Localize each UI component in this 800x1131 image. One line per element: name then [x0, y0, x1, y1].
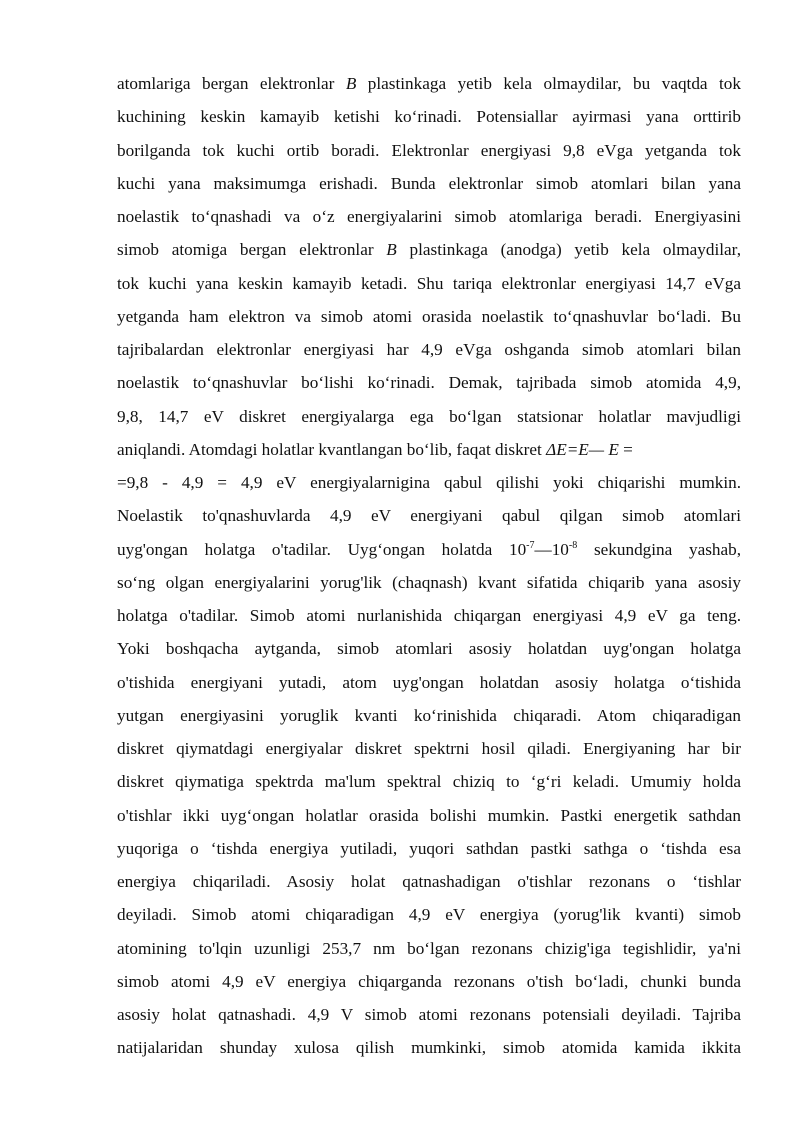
- text-segment: sekundgina yashab,: [577, 539, 741, 559]
- text-line: [117, 233, 741, 266]
- superscript-exponent: -8: [568, 539, 578, 551]
- text-segment: deyiladi. Simob atomi chiqaradigan 4,9 eV energiya (yorug'lik kvanti) simob: [117, 905, 741, 925]
- text-line: [117, 932, 741, 965]
- superscript-exponent: -7: [526, 539, 535, 551]
- text-line: [117, 832, 741, 865]
- text-line: [117, 765, 741, 798]
- text-line: [117, 632, 741, 665]
- italic-symbol: B: [386, 240, 397, 260]
- text-segment: =: [618, 439, 633, 459]
- text-segment: diskret qiymatdagi energiyalar diskret spektrni hosil qiladi. Energiyaning har bir: [117, 739, 741, 758]
- text-segment: —10: [534, 539, 569, 559]
- text-segment: simob atomiga bergan elektronlar: [117, 240, 387, 260]
- text-segment: tok kuchi yana keskin kamayib ketadi. Shu tariqa elektronlar energiyasi 14,7 eVga: [117, 273, 741, 293]
- text-segment: o'tishida energiyani yutadi, atom uyg'ongan holatdan asosiy holatga o‘tishida: [117, 672, 741, 692]
- text-segment: plastinkaga yetib kela olmaydilar, bu vaqtda tok: [356, 74, 741, 93]
- text-segment: atomlariga bergan elektronlar: [117, 74, 346, 93]
- text-line: [117, 599, 741, 632]
- text-segment: kuchi yana maksimumga erishadi. Bunda elektronlar simob atomlari bilan yana: [117, 173, 741, 193]
- text-segment: natijalaridan shunday xulosa qilish mumkinki, simob atomida kamida ikkita: [117, 1038, 741, 1058]
- text-line: [117, 666, 741, 699]
- text-segment: yutgan energiyasini yoruglik kvanti ko‘rinishida chiqaradi. Atom chiqaradigan: [117, 705, 741, 725]
- text-segment: so‘ng olgan energiyalarini yorug'lik (chaqnash) kvant sifatida chiqarib yana asosiy: [117, 572, 741, 592]
- text-segment: simob atomi 4,9 eV energiya chiqarganda rezonans o'tish bo‘ladi, chunki bunda: [117, 971, 741, 991]
- text-segment: 9,8, 14,7 eV diskret energiyalarga ega bo‘lgan statsionar holatlar mavjudligi: [117, 406, 741, 426]
- text-segment: holatga o'tadilar. Simob atomi nurlanishida chiqargan energiyasi 4,9 eV ga teng.: [117, 606, 741, 625]
- document-page: [117, 67, 741, 1065]
- text-line: [117, 134, 741, 167]
- text-segment: Yoki boshqacha aytganda, simob atomlari asosiy holatdan uyg'ongan holatga: [117, 639, 741, 659]
- text-line: [117, 533, 741, 566]
- italic-symbol: B: [345, 74, 357, 93]
- text-segment: aniqlandi. Atomdagi holatlar kvantlangan bo‘lib, faqat diskret: [117, 439, 547, 459]
- text-segment: plastinkaga (anodga) yetib kela olmaydilar,: [396, 240, 741, 260]
- text-segment: noelastik to‘qnashuvlar bo‘lishi ko‘rinadi. Demak, tajribada simob atomida 4,9,: [117, 373, 741, 393]
- text-segment: yuqoriga o ‘tishda energiya yutiladi, yuqori sathdan pastki sathga o ‘tishda esa: [117, 838, 741, 858]
- text-segment: borilganda tok kuchi ortib boradi. Elektronlar energiyasi 9,8 eVga yetganda tok: [117, 140, 741, 160]
- text-line: [117, 566, 741, 599]
- text-line: [117, 167, 741, 200]
- text-line: [117, 1031, 741, 1064]
- text-line: [117, 333, 741, 366]
- text-line: [117, 200, 741, 233]
- text-segment: kuchining keskin kamayib ketishi ko‘rinadi. Potensiallar ayirmasi yana orttirib: [117, 107, 741, 127]
- text-line: [117, 799, 741, 832]
- text-line: [117, 433, 741, 466]
- document-body: [117, 67, 741, 1065]
- text-line: [117, 499, 741, 532]
- text-segment: asosiy holat qatnashadi. 4,9 V simob atomi rezonans potensiali deyiladi. Tajriba: [117, 1005, 741, 1024]
- text-segment: yetganda ham elektron va simob atomi orasida noelastik to‘qnashuvlar bo‘ladi. Bu: [117, 306, 741, 326]
- text-segment: diskret qiymatiga spektrda ma'lum spektral chiziq to ‘g‘ri keladi. Umumiy holda: [117, 772, 741, 792]
- text-line: [117, 732, 741, 765]
- text-line: [117, 67, 741, 100]
- text-segment: energiya chiqariladi. Asosiy holat qatnashadigan o'tishlar rezonans o ‘tishlar: [117, 872, 741, 891]
- text-segment: tajribalardan elektronlar energiyasi har 4,9 eVga oshganda simob atomlari bilan: [117, 340, 741, 359]
- text-line: [117, 400, 741, 433]
- italic-symbol: ΔE=E— E: [546, 439, 619, 459]
- text-segment: o'tishlar ikki uyg‘ongan holatlar orasida bolishi mumkin. Pastki energetik sathdan: [117, 805, 741, 825]
- text-segment: Noelastik to'qnashuvlarda 4,9 eV energiyani qabul qilgan simob atomlari: [117, 506, 741, 526]
- text-line: [117, 466, 741, 499]
- text-line: [117, 898, 741, 931]
- text-line: [117, 100, 741, 133]
- text-line: [117, 998, 741, 1031]
- text-segment: =9,8 - 4,9 = 4,9 eV energiyalarnigina qabul qilishi yoki chiqarishi mumkin.: [117, 473, 741, 492]
- text-line: [117, 699, 741, 732]
- text-line: [117, 865, 741, 898]
- text-line: [117, 965, 741, 998]
- text-segment: noelastik to‘qnashadi va o‘z energiyalarini simob atomlariga beradi. Energiyasini: [117, 207, 741, 226]
- text-segment: atomining to'lqin uzunligi 253,7 nm bo‘lgan rezonans chizig'iga tegishlidir, ya'ni: [117, 938, 741, 958]
- text-line: [117, 366, 741, 399]
- text-line: [117, 300, 741, 333]
- text-segment: uyg'ongan holatga o'tadilar. Uyg‘ongan holatda 10: [117, 539, 527, 559]
- text-line: [117, 267, 741, 300]
